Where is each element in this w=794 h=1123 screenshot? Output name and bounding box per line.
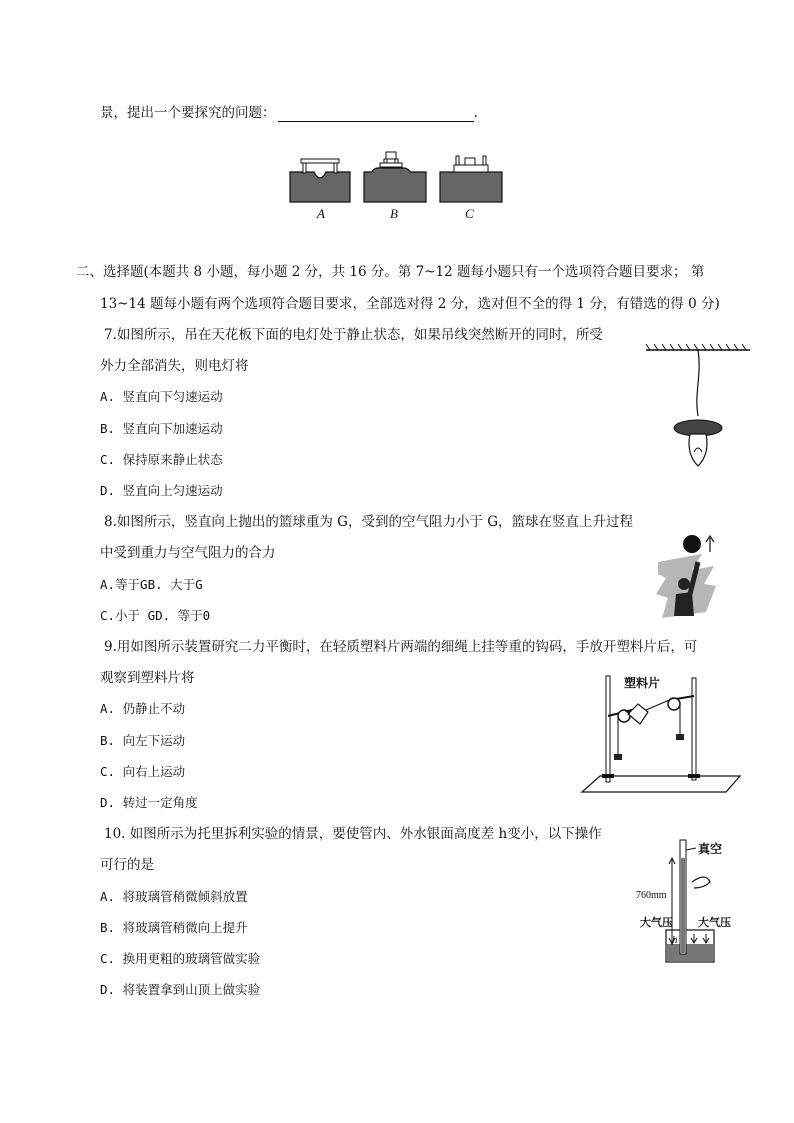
section2-line1: 二、选择题(本题共 8 小题，每小题 2 分，共 16 分。第 7~12 题每小题只有一个选项符合题目要求； 第 [76,264,705,280]
figure-c-label: C [465,206,474,221]
figure-b-label: B [390,206,398,221]
q7-option-c: C. 保持原来静止状态 [100,452,223,467]
q9-option-b: B. 向左下运动 [100,733,186,748]
q9-option-c: C. 向右上运动 [100,764,186,779]
q7-stem-1: 7.如图所示，吊在天花板下面的电灯处于静止状态，如果吊线突然断开的同时，所受 [104,327,603,343]
height-760mm-label: 760mm [636,890,667,901]
q8-options-row-2: C.小于 GD. 等于0 [100,608,211,623]
atm-pressure-right-label: 大气压 [698,916,731,929]
q7-option-d: D. 竖直向上匀速运动 [100,483,223,498]
q10-stem-1: 10. 如图所示为托里拆利实验的情景，要使管内、外水银面高度差 h变小，以下操作 [104,826,602,842]
q6-tail-text: 景，提出一个要探究的问题： [100,105,276,121]
torricelli-figure [636,836,746,974]
q7-option-a: A. 竖直向下匀速运动 [100,389,223,404]
q7-option-b: B. 竖直向下加速运动 [100,421,223,436]
q10-option-d: D. 将装置拿到山顶上做实验 [100,982,261,997]
two-force-balance-figure [576,670,752,796]
plastic-sheet-label: 塑料片 [624,676,661,690]
figure-b [364,152,426,202]
q9-stem-2: 观察到塑料片将 [100,670,195,686]
q6-tail-end: . [473,105,478,121]
section2-line2: 13~14 题每小题有两个选项符合题目要求，全部选对得 2 分，选对但不全的得 1 分，有错选的得 0 分) [100,296,720,312]
q10-stem-2: 可行的是 [100,857,154,873]
atm-pressure-left-label: 大气压 [640,916,673,929]
q8-stem-2: 中受到重力与空气阻力的合力 [100,545,276,561]
q8-options-row-1: A.等于GB. 大于G [100,577,203,592]
q7-stem-2: 外力全部消失，则电灯将 [100,358,249,374]
h-label: h [672,934,678,946]
q6-tail-line [100,104,478,122]
q9-stem-1: 9.用如图所示装置研究二力平衡时，在轻质塑料片两端的细绳上挂等重的钩码，手放开塑料片后，可 [104,639,698,655]
q8-stem-1: 8.如图所示，竖直向上抛出的篮球重为 G，受到的空气阻力小于 G，篮球在竖直上升过程 [104,514,634,530]
hanging-lamp-figure [644,344,754,474]
q9-option-d: D. 转过一定角度 [100,795,198,810]
basketball-figure [654,534,720,620]
figure-a-label: A [317,206,325,221]
figure-a [290,159,350,202]
answer-blank [278,107,474,122]
q10-option-c: C. 换用更粗的玻璃管做实验 [100,951,261,966]
pressure-figures [288,150,504,206]
q9-option-a: A. 仍静止不动 [100,701,186,716]
vacuum-label: 真空 [698,842,723,856]
figure-c [440,156,502,202]
q10-option-b: B. 将玻璃管稍微向上提升 [100,920,248,935]
q10-option-a: A. 将玻璃管稍微倾斜放置 [100,889,248,904]
